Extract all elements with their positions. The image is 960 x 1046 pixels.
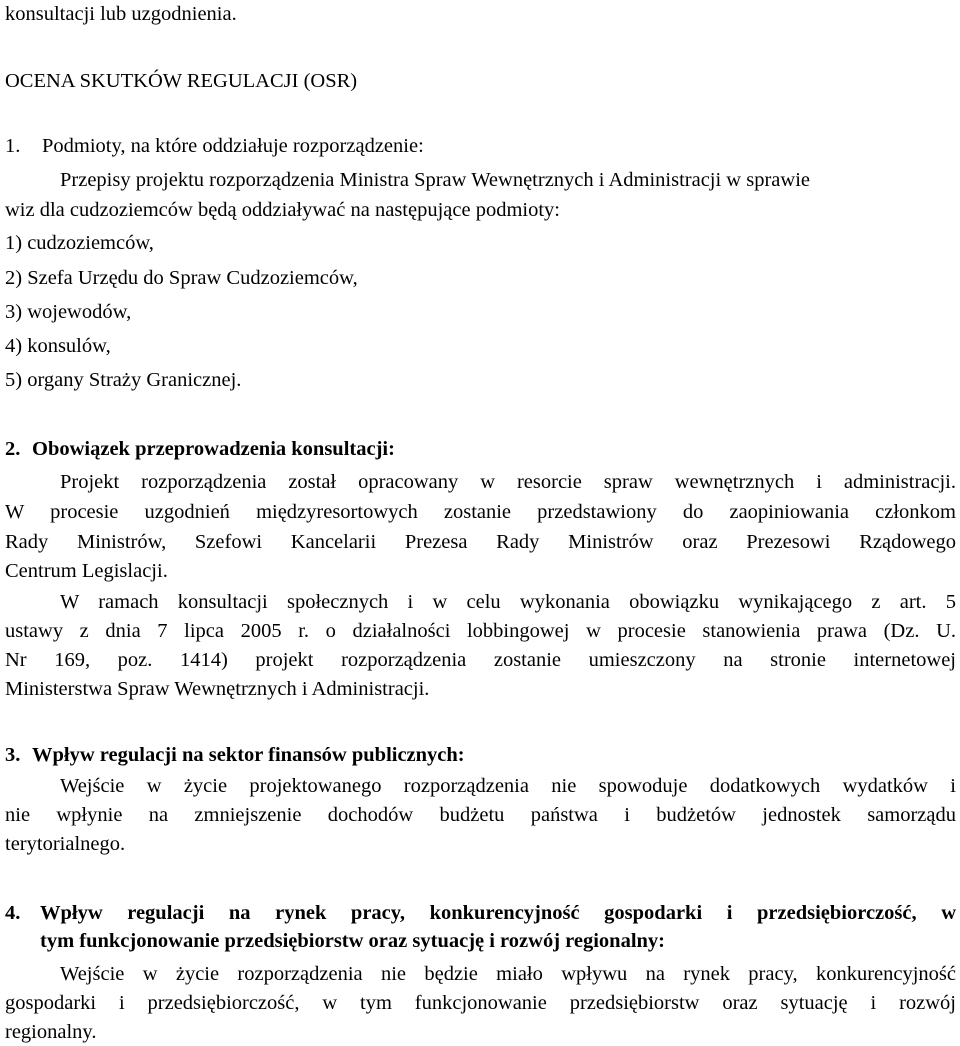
section-4-heading-line: tym funkcjonowanie przedsiębiorstw oraz sytuację i rozwój regionalny: (40, 930, 665, 952)
section-2-paragraph-line: Nr 169, poz. 1414) projekt rozporządzenia zostanie umieszczony na stronie internetowej (5, 649, 956, 671)
section-3-paragraph-line: Wejście w życie projektowanego rozporządzenia nie spowoduje dodatkowych wydatków i (60, 775, 956, 797)
section-4-paragraph-line: regionalny. (5, 1021, 97, 1043)
section-2-paragraph-line: ustawy z dnia 7 lipca 2005 r. o działalności lobbingowej w procesie stanowienia prawa (Dz. U. (5, 620, 956, 642)
list-item: 2) Szefa Urzędu do Spraw Cudzoziemców, (5, 267, 358, 289)
section-2-paragraph-line: W procesie uzgodnień międzyresortowych zostanie przedstawiony do zaopiniowania członkom (5, 501, 956, 523)
section-1-paragraph-line: wiz dla cudzoziemców będą oddziaływać na następujące podmioty: (5, 199, 560, 221)
section-2-heading: Obowiązek przeprowadzenia konsultacji: (32, 438, 395, 460)
list-item: 4) konsulów, (5, 335, 111, 357)
section-4-heading-line: Wpływ regulacji na rynek pracy, konkurencyjność gospodarki i przedsiębiorczość, w (40, 902, 956, 924)
continuation-text: konsultacji lub uzgodnienia. (5, 3, 237, 25)
section-2-paragraph-line: Ministerstwa Spraw Wewnętrznych i Administracji. (5, 678, 430, 700)
section-1-paragraph-line: Przepisy projektu rozporządzenia Ministra Spraw Wewnętrznych i Administracji w sprawie (60, 169, 810, 191)
section-4-paragraph-line: Wejście w życie rozporządzenia nie będzie miało wpływu na rynek pracy, konkurencyjność (60, 963, 956, 985)
section-4-paragraph-line: gospodarki i przedsiębiorczość, w tym funkcjonowanie przedsiębiorstw oraz sytuację i rozwój (5, 992, 956, 1014)
section-3-number: 3. (5, 744, 21, 766)
list-item: 3) wojewodów, (5, 301, 132, 323)
section-2-paragraph-line: Rady Ministrów, Szefowi Kancelarii Prezesa Rady Ministrów oraz Prezesowi Rządowego (5, 531, 956, 553)
section-3-paragraph-line: terytorialnego. (5, 833, 126, 855)
section-3-paragraph-line: nie wpłynie na zmniejszenie dochodów budżetu państwa i budżetów jednostek samorządu (5, 804, 956, 826)
section-2-number: 2. (5, 438, 21, 460)
document-title: OCENA SKUTKÓW REGULACJI (OSR) (5, 70, 358, 92)
section-2-paragraph-line: Projekt rozporządzenia został opracowany w resorcie spraw wewnętrznych i administracji. (60, 471, 956, 493)
list-item: 5) organy Straży Granicznej. (5, 369, 242, 391)
section-2-paragraph-line: Centrum Legislacji. (5, 560, 168, 582)
section-3-heading: Wpływ regulacji na sektor finansów publicznych: (32, 744, 465, 766)
section-2-paragraph-line: W ramach konsultacji społecznych i w celu wykonania obowiązku wynikającego z art. 5 (60, 591, 956, 613)
section-4-number: 4. (5, 902, 21, 924)
list-item: 1) cudzoziemców, (5, 232, 154, 254)
section-1-heading: Podmioty, na które oddziałuje rozporządzenie: (42, 135, 424, 157)
section-1-number: 1. (5, 135, 21, 157)
